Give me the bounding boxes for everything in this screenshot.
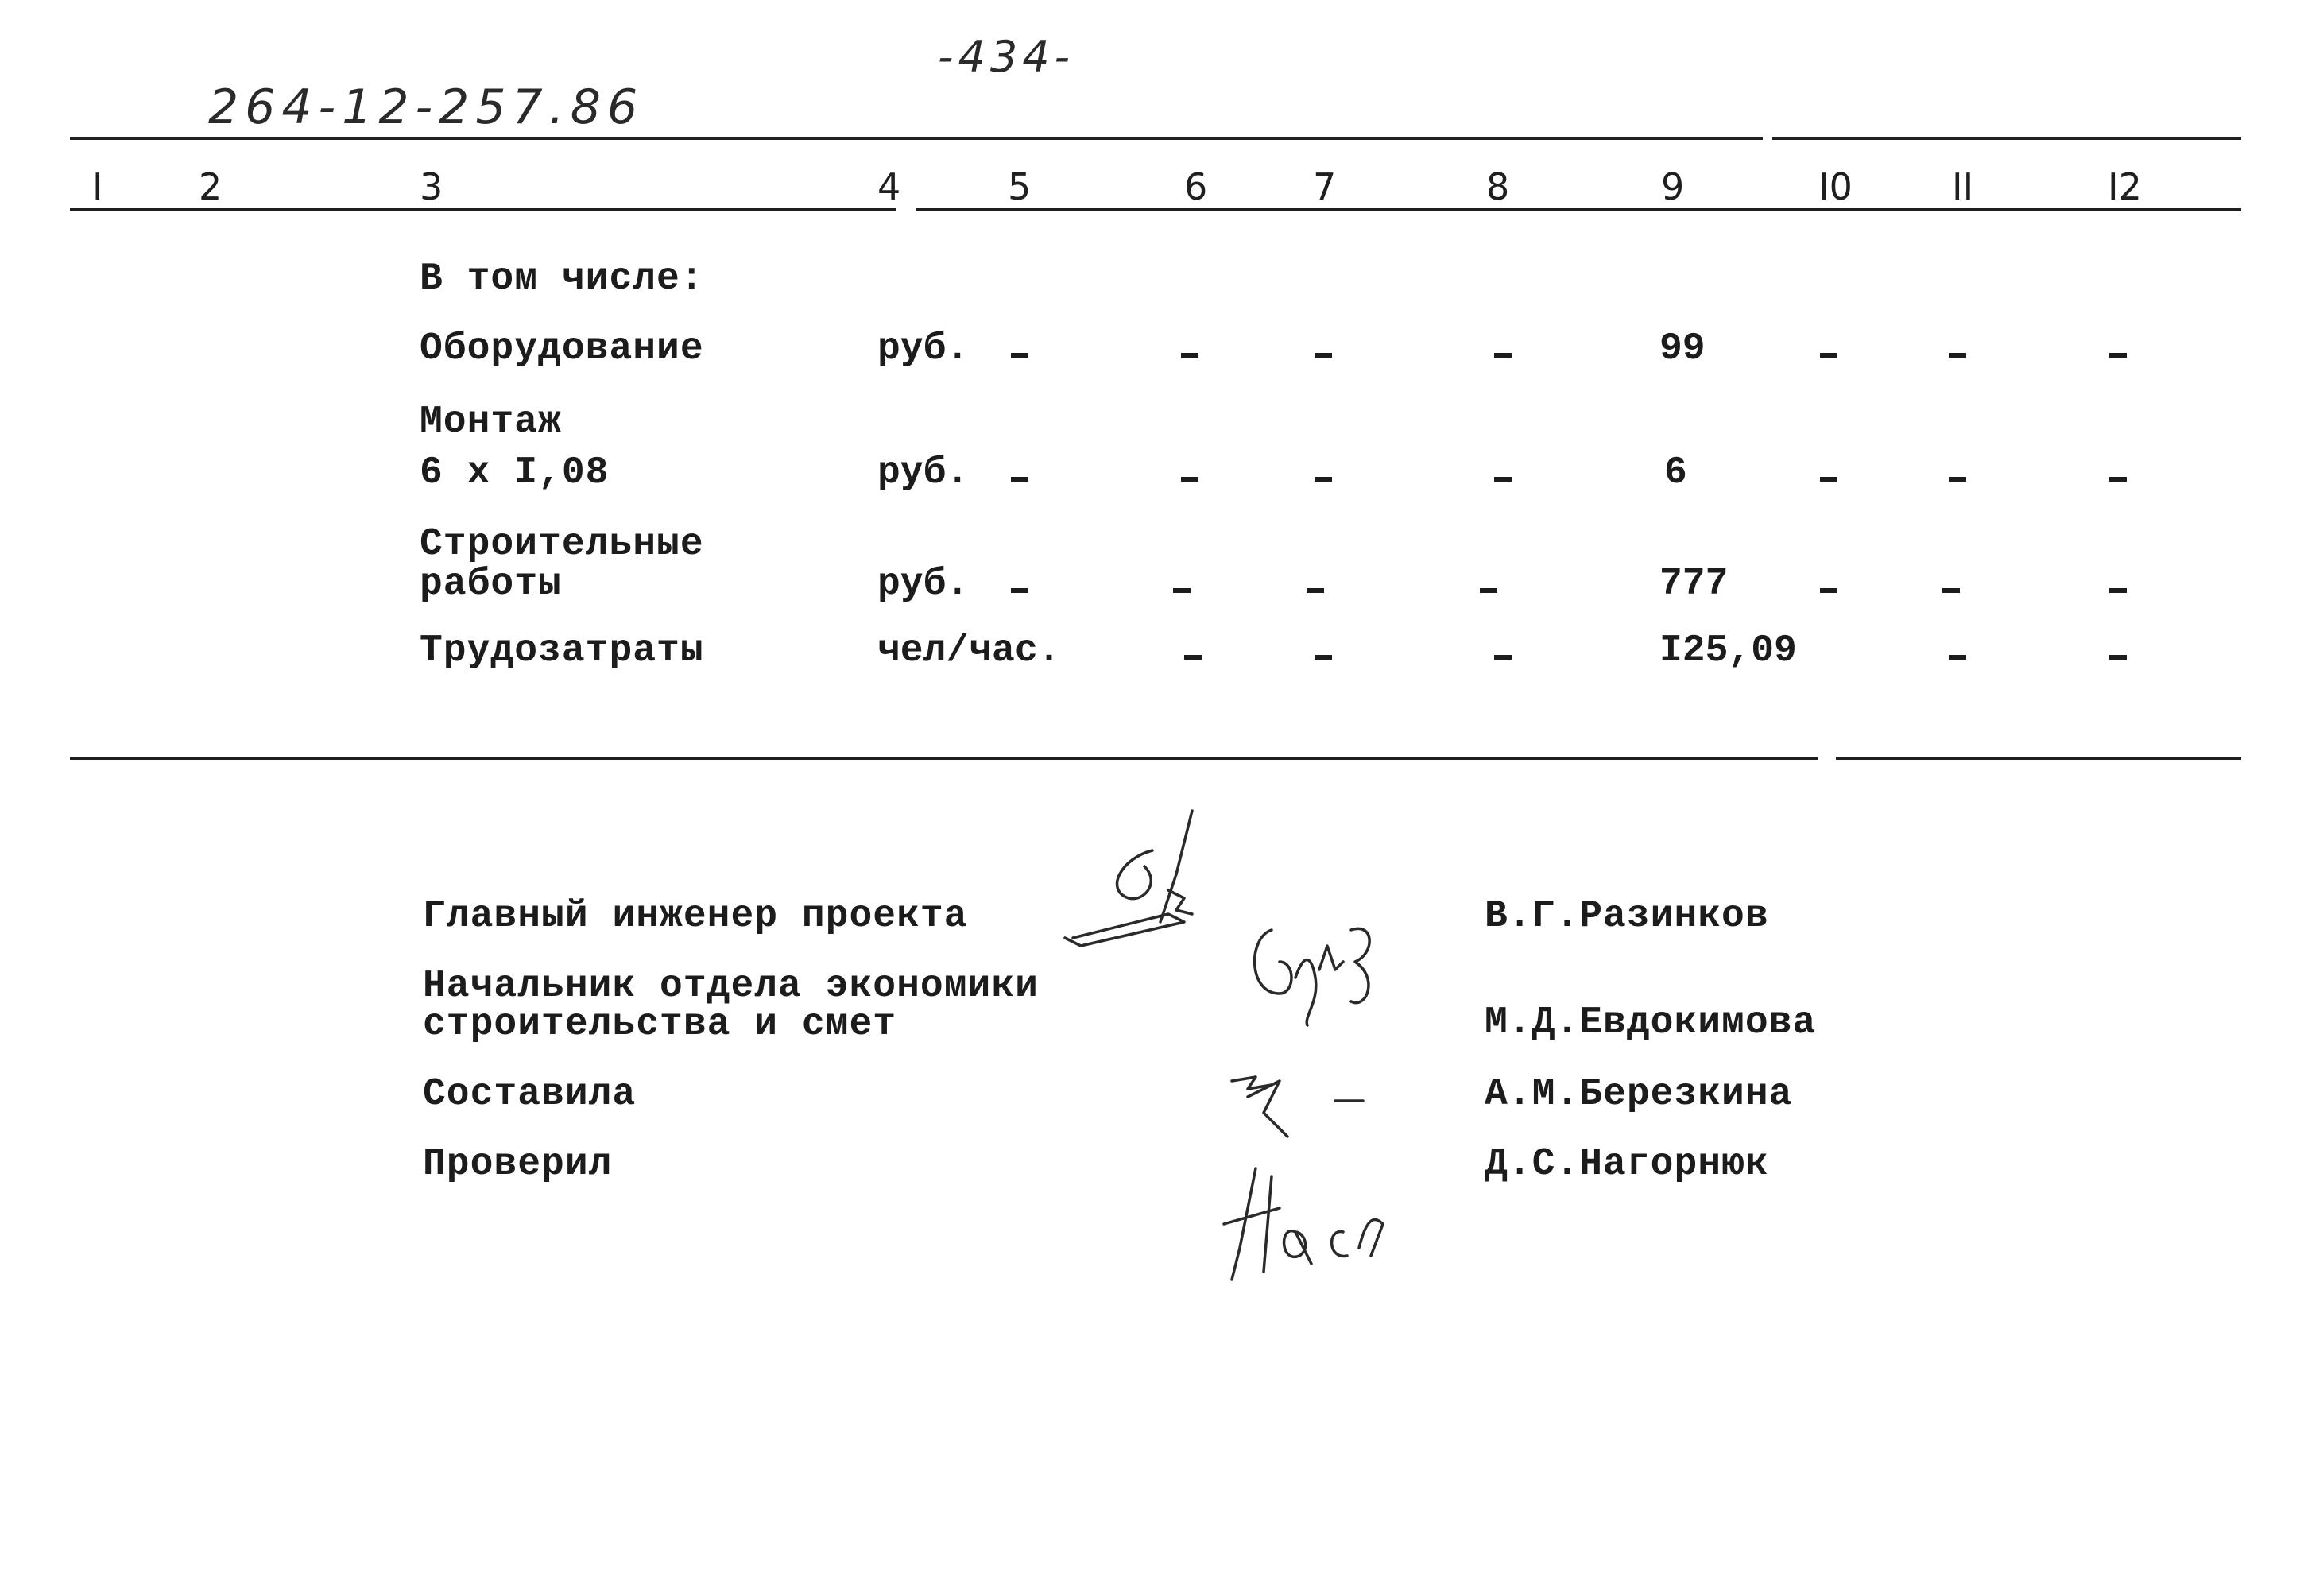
dash	[1820, 588, 1837, 593]
dash	[1949, 477, 1966, 482]
dash	[1307, 588, 1324, 593]
dash	[2109, 655, 2127, 660]
row-unit: руб.	[877, 327, 970, 370]
signature-evdokimova	[1240, 906, 1399, 1033]
row-col9-value: I25,09	[1659, 629, 1797, 672]
row-name: Строительные	[420, 523, 704, 566]
dash	[1011, 588, 1028, 593]
dash	[1181, 353, 1198, 358]
dash	[2109, 353, 2127, 358]
signatory-role: Начальник отдела экономики	[423, 965, 1039, 1008]
dash	[1494, 353, 1512, 358]
header-rule	[70, 208, 896, 211]
signatory-role: Проверил	[423, 1143, 613, 1186]
dash	[1184, 655, 1202, 660]
rows-intro: В том числе:	[420, 258, 704, 300]
column-header: 7	[1313, 165, 1337, 208]
signatory-name: В.Г.Разинков	[1485, 895, 1769, 938]
dash	[2109, 477, 2127, 482]
row-col9-value: 99	[1659, 327, 1706, 370]
row-name-formula: 6 x I,08	[420, 451, 610, 494]
signatory-name: М.Д.Евдокимова	[1485, 1001, 1817, 1044]
signatory-name: Д.С.Нагорнюк	[1485, 1143, 1769, 1186]
dash	[1480, 588, 1497, 593]
top-rule	[70, 137, 1763, 140]
row-unit: руб.	[877, 451, 970, 494]
row-name: Трудозатраты	[420, 629, 704, 672]
dash	[1820, 477, 1837, 482]
header-rule	[916, 208, 2241, 211]
dash	[1942, 588, 1960, 593]
signature-razinkov	[1057, 803, 1216, 962]
dash	[1315, 353, 1332, 358]
signatory-role: строительства и смет	[423, 1003, 897, 1046]
bottom-rule-right	[1836, 757, 2241, 760]
signature-berezkina	[1224, 1065, 1367, 1145]
column-header: 9	[1661, 165, 1685, 208]
dash	[1494, 477, 1512, 482]
column-header: 2	[199, 165, 223, 208]
dash	[1011, 477, 1028, 482]
column-header: 8	[1486, 165, 1510, 208]
dash	[1315, 655, 1332, 660]
column-header: 5	[1008, 165, 1032, 208]
document-code: 264-12-257.86	[208, 79, 645, 135]
signatory-role: Главный инженер проекта	[423, 895, 968, 938]
column-header: I2	[2108, 165, 2142, 208]
dash	[1949, 353, 1966, 358]
dash	[1181, 477, 1198, 482]
dash	[1949, 655, 1966, 660]
row-name: работы	[420, 563, 562, 606]
column-header: 3	[420, 165, 443, 208]
dash	[1820, 353, 1837, 358]
dash	[1173, 588, 1191, 593]
column-header: 6	[1184, 165, 1208, 208]
page-number: -434-	[938, 32, 1075, 82]
dash	[1494, 655, 1512, 660]
dash	[1011, 353, 1028, 358]
row-col9-value: 6	[1664, 451, 1687, 494]
row-name: Оборудование	[420, 327, 704, 370]
column-header: II	[1952, 165, 1974, 208]
row-name: Монтаж	[420, 401, 562, 444]
bottom-rule	[70, 757, 1818, 760]
signatory-name: А.М.Березкина	[1485, 1073, 1793, 1116]
signatory-role: Составила	[423, 1073, 637, 1116]
top-rule-right	[1772, 137, 2241, 140]
row-unit: руб.	[877, 563, 970, 606]
column-header: 4	[877, 165, 901, 208]
column-header: I	[92, 165, 103, 208]
signature-nagornyuk	[1208, 1152, 1399, 1296]
dash	[1315, 477, 1332, 482]
row-col9-value: 777	[1659, 563, 1729, 606]
column-header: I0	[1818, 165, 1853, 208]
row-unit: чел/час.	[877, 629, 1061, 672]
dash	[2109, 588, 2127, 593]
